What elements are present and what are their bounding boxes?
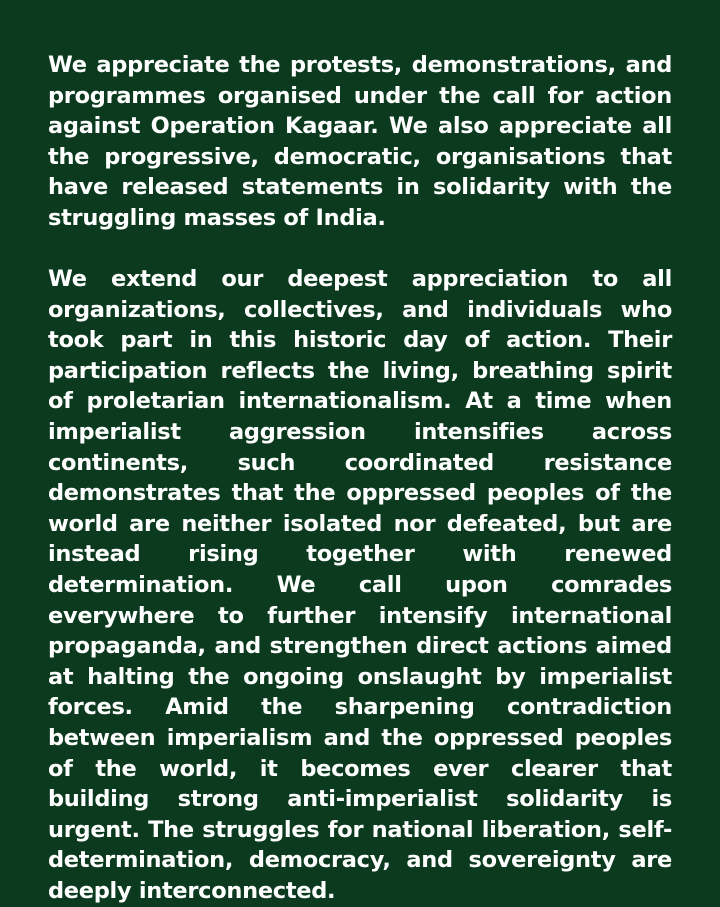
paragraph-appreciation: We appreciate the protests, demonstrations, and programmes organised under the call for action against Operation Kagaar. We also appreciate all the progressive, democratic, organisations that have released statements in solidarity with the struggling masses of India. (48, 52, 672, 231)
paragraph-call-to-action: We extend our deepest appreciation to all organizations, collectives, and individuals who took part in this historic day of action. Their participation reflects the living, breathing spirit of proletarian internationalism. At a time when imperialist aggression intensifies across continents, such coordinated resistance demonstrates that the oppressed peoples of the world are neither isolated nor defeated, but are instead rising together with renewed determination. We call upon comrades everywhere to further intensify international propaganda, and strengthen direct actions aimed at halting the ongoing onslaught by imperialist forces. Amid the sharpening contradiction between imperialism and the oppressed peoples of the world, it becomes ever clearer that building strong anti-imperialist solidarity is urgent. The struggles for national liberation, self-determination, democracy, and sovereignty are deeply interconnected. (48, 266, 672, 904)
statement-body (48, 50, 672, 907)
